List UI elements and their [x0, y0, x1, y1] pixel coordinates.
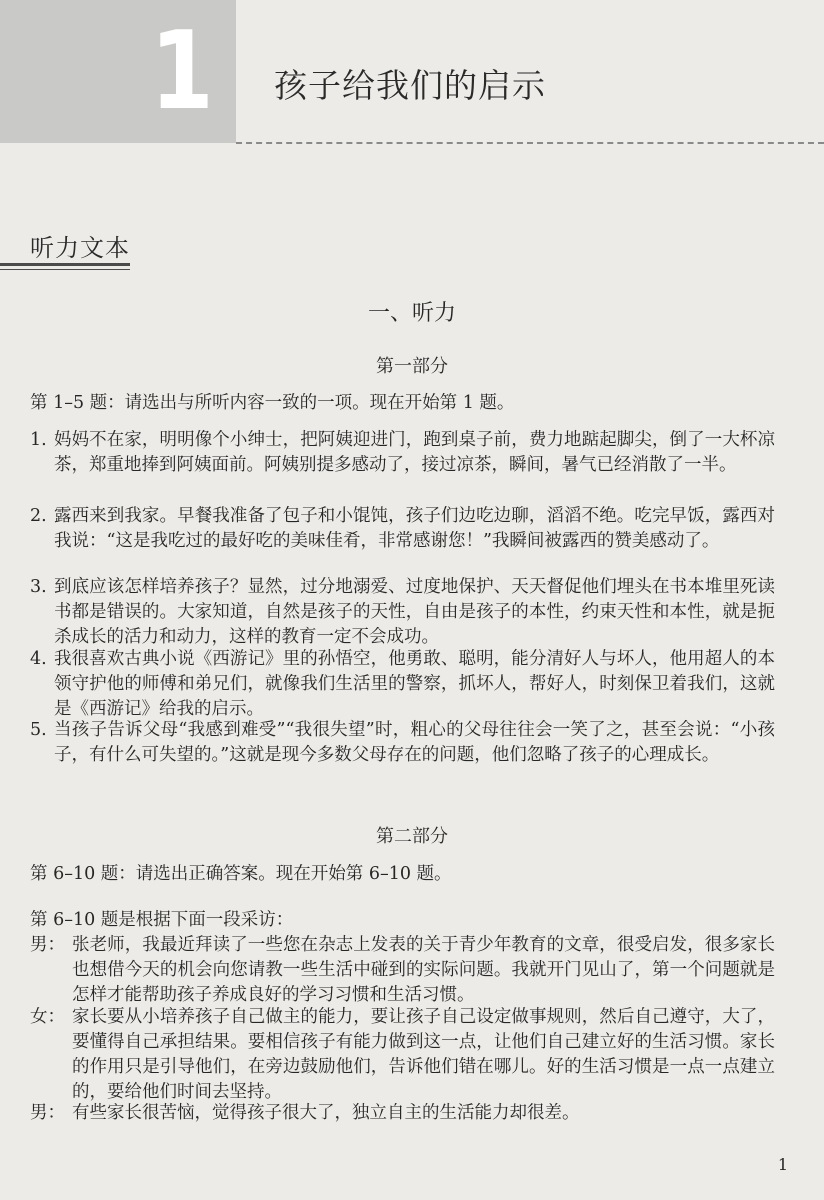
question-item — [30, 504, 775, 554]
question-item — [30, 428, 775, 478]
question-text: 我很喜欢古典小说《西游记》里的孙悟空，他勇敢、聪明，能分清好人与坏人，他用超人的本领守护他的师傅和弟兄们，就像我们生活里的警察，抓坏人，帮好人，时刻保卫着我们，这就是《西游记》给我的启示。 — [54, 649, 775, 719]
dialogue-line — [30, 1101, 775, 1126]
main-title: 一、听力 — [367, 301, 456, 326]
question-number: 4. — [30, 649, 47, 669]
question-text: 妈妈不在家，明明像个小绅士，把阿姨迎进门，跑到桌子前，费力地踮起脚尖，倒了一大杯凉茶，郑重地捧到阿姨面前。阿姨别提多感动了，接过凉茶，瞬间，暑气已经消散了一半。 — [54, 430, 775, 475]
question-text: 当孩子告诉父母“我感到难受”“我很失望”时，粗心的父母往往会一笑了之，甚至会说：“小孩子，有什么可失望的。”这就是现今多数父母存在的问题，他们忽略了孩子的心理成长。 — [54, 720, 775, 765]
chapter-number-box — [0, 0, 236, 143]
speaker-label: 男： — [30, 1103, 65, 1123]
header-divider — [236, 142, 824, 144]
dialogue-text: 张老师，我最近拜读了一些您在杂志上发表的关于青少年教育的文章，很受启发，很多家长也想借今天的机会向您请教一些生活中碰到的实际问题。我就开门见山了，第一个问题就是怎样才能帮助孩子养成良好的学习习惯和生活习惯。 — [72, 935, 775, 1005]
question-item — [30, 575, 775, 650]
dialogue-text: 家长要从小培养孩子自己做主的能力，要让孩子自己设定做事规则，然后自己遵守，大了，要懂得自己承担结果。要相信孩子有能力做到这一点，让他们自己建立好的生活习惯。家长的作用只是引导他们，在旁边鼓励他们，告诉他们错在哪儿。好的生活习惯是一点一点建立的，要给他们时间去坚持。 — [72, 1007, 775, 1102]
part2-title: 第二部分 — [376, 826, 448, 847]
chapter-title: 孩子给我们的启示 — [274, 66, 546, 105]
question-number: 1. — [30, 430, 47, 450]
section-underline — [0, 263, 130, 266]
dialogue-text: 有些家长很苦恼，觉得孩子很大了，独立自主的生活能力却很差。 — [72, 1103, 580, 1123]
speaker-label: 女： — [30, 1007, 65, 1027]
part1-title: 第一部分 — [376, 356, 448, 377]
page-number: 1 — [777, 1155, 788, 1174]
chapter-number: 1 — [150, 9, 214, 134]
part1-instruction: 第 1–5 题：请选出与所听内容一致的一项。现在开始第 1 题。 — [30, 393, 515, 413]
part2-intro: 第 6–10 题是根据下面一段采访： — [30, 910, 294, 930]
dialogue-line — [30, 1005, 775, 1105]
question-number: 2. — [30, 506, 47, 526]
question-item — [30, 718, 775, 768]
question-text: 露西来到我家。早餐我准备了包子和小馄饨，孩子们边吃边聊，滔滔不绝。吃完早饭，露西对我说：“这是我吃过的最好吃的美味佳肴，非常感谢您！”我瞬间被露西的赞美感动了。 — [54, 506, 775, 551]
question-number: 3. — [30, 577, 47, 597]
section-heading: 听力文本 — [30, 234, 130, 262]
question-text: 到底应该怎样培养孩子？显然，过分地溺爱、过度地保护、天天督促他们埋头在书本堆里死读书都是错误的。大家知道，自然是孩子的天性，自由是孩子的本性，约束天性和本性，就是扼杀成长的活力和动力，这样的教育一定不会成功。 — [54, 577, 775, 647]
question-item — [30, 647, 775, 722]
speaker-label: 男： — [30, 935, 65, 955]
part2-instruction: 第 6–10 题：请选出正确答案。现在开始第 6–10 题。 — [30, 864, 452, 884]
dialogue-line — [30, 933, 775, 1008]
question-number: 5. — [30, 720, 47, 740]
section-underline-thin — [0, 269, 130, 270]
